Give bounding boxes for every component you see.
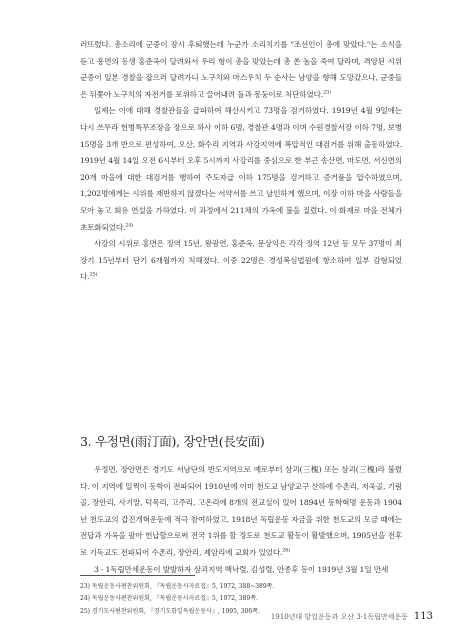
running-footer: [271, 611, 433, 622]
paragraph-4: 우정면, 장안면은 경기도 서남단의 반도지역으로 예로부터 삼괴(三槐) 또는 삼괴(三槐)라 불렸다. 이 지역에 일찍이 동학이 전파되어 1910년에 이미 천도교 남양교구 산하에 수촌리, 저욱골, 기림골, 장안리, 사기말, 덕목리, 고주리, 고온리에 8개의 전교실이 있어 1894년 동학혁명 운동과 1904년 천도교의 갑진개혁운동에 적극 참여하였고, 1918년 독립운동 자금을 위한 천도교의 모금 때에는 전답과 가옥을 팔아 헌납할으로써 전국 1위를 할 정도로 천도교 활동이 활발했으며, 1905년을 전후로 기독교도 전파되어 수촌리, 장안리, 제암리에 교회가 있었다.$^{26)}$: [80, 465, 402, 557]
paragraph-2: 일제는 이에 대해 경찰관들을 급파하여 해산시키고 73명을 검거하였다. 1919년 4월 9일에는 다시 쓰무라 헌병특무조장을 장으로 하사 이하 6명, 경찰관 4명과 이며 수원경찰서장 이하 7명, 보병 15명을 3개 반으로 편성하여, 오산, 화수리 지역과 사강지역에 폭압적인 대검거를 위해 출동하였다. 1919년 4월 14일 오전 6시부터 오후 5시까지 사강리를 중심으로 한 부근 송산면, 마도면, 서신면의 20개 마을에 대한 대검거를 행하여 주도자급 이하 175명을 검거하고 증거품을 압수하였으며, 1,202명에게는 시위를 재반하지 않겠다는 서약서를 쓰고 날인하게 했으며, 이장 이하 마을 사람들을 모아 놓고 회유 연설을 가하였다. 이 과정에서 211채의 가옥에 불을 질렀다. 이 화재로 마을 전체가 초토화되었다.$^{24)}$: [80, 106, 402, 232]
paragraph-1: 러뜨렸다. 총소리에 군중이 잠시 후퇴했는데 누군가 소리치기를 "조선인이 총에 맞았다."는 소식을 듣고 흥면의 동생 홍준옥이 달려와서 우리 형이 총을 맞았는데 총 쏜 놈을 죽여 달라며, 격앙된 시위 군중이 일본 경찰을 잡으러 달려가니 노구치와 마스우치 두 순사는 남양을 향해 도망갔으나, 군중들은 뒤쫓아 노구치의 자전거를 포위하고 끌어내려 돌과 몽둥이로 처단하였다.$^{23)}$: [80, 40, 402, 99]
footnote-23: 23) 독립운동사편찬위원회, 『독립운동사자료집』5, 1972, 388~389쪽.: [80, 583, 275, 590]
footnote-divider: [80, 575, 195, 576]
footnote-24: 24) 독립운동사편찬위원회, 『독립운동사자료집』5, 1972, 389쪽.: [80, 595, 258, 603]
paragraph-3: 사강의 시위로 홍면은 징역 15년, 왕광연, 홍준옥, 문상익은 각각 징역 12년 등 모두 37명이 최장기 15년부터 단기 6개월까지 처해졌다. 이중 22명은 경성복심법원에 항소하여 일부 감형되었다.$^{25)}$: [80, 239, 402, 282]
footnote-ref-23: 23): [323, 89, 331, 96]
running-title: 1910년대 항일운동과 오산 3·1독립만세운동: [270, 613, 408, 621]
main-text-lower: [80, 462, 402, 578]
footnote-25: 25) 경기도사편찬위원회, 『경기도항일독립운동사』, 1995, 306쪽.: [80, 607, 260, 615]
footnote-ref-24: 24): [125, 222, 134, 228]
main-text-upper: [80, 37, 402, 286]
footnote-ref-26: 26): [282, 547, 291, 554]
paragraph-5: 3 · 1독립만세운동이 발발하자 삼괴지역 백낙렬, 김성렬, 안종후 등이 1919년 3월 1일 만세: [94, 564, 389, 574]
section-heading: 3. 우정면(雨汀面), 장안면(長安面): [80, 434, 265, 449]
footnote-ref-25: 25): [89, 271, 98, 278]
page-number: 113: [413, 611, 433, 622]
